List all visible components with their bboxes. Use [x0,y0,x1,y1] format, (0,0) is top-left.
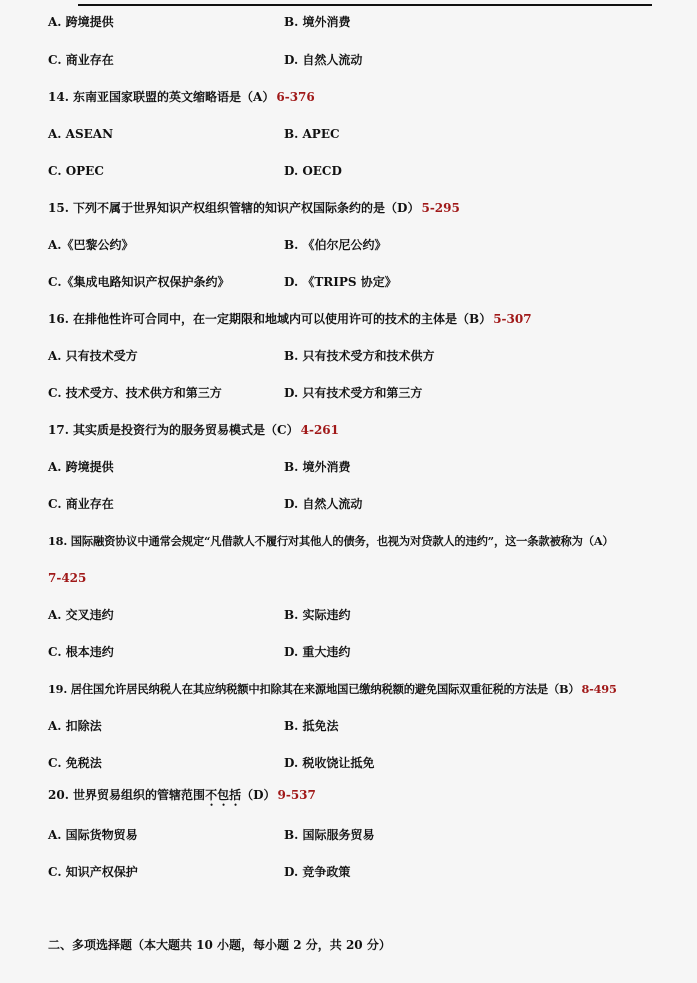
option-b: B. 《伯尔尼公约》 [284,238,387,252]
option-a: A. 国际货物贸易 [48,828,138,842]
page-reference: 8-495 [581,682,617,696]
option-d: D. 税收饶让抵免 [284,756,375,770]
option-row [48,273,677,291]
option-c: C. 根本违约 [48,645,114,659]
question-16 [48,310,677,328]
option-c: C. 商业存在 [48,53,114,67]
section-title: 二、多项选择题（本大题共 10 小题，每小题 2 分，共 20 分） [48,938,391,952]
question-15 [48,199,677,217]
option-a: A. 扣除法 [48,719,102,733]
option-row [48,51,677,69]
option-d: D. 自然人流动 [284,497,363,511]
question-answer: （D） [241,788,276,802]
question-20 [48,786,677,804]
option-c: C. OPEC [48,164,104,178]
question-stem: 17. 其实质是投资行为的服务贸易模式是（C） [48,423,299,437]
question-18 [48,532,677,550]
header-rule [78,4,652,6]
option-row [48,606,677,624]
option-d: D. 只有技术受方和第三方 [284,386,423,400]
option-row [48,125,677,143]
emphasized-text: 不包括 [205,788,242,802]
option-a: A. 只有技术受方 [48,349,138,363]
option-row [48,643,677,661]
option-b: B. 境外消费 [284,460,351,474]
page-reference: 5-307 [493,312,532,326]
option-b: B. 境外消费 [284,15,351,29]
question-14 [48,88,677,106]
option-d: D. 《TRIPS 协定》 [284,275,397,289]
question-stem: 16. 在排他性许可合同中，在一定期限和地域内可以使用许可的技术的主体是（B） [48,312,492,326]
question-stem: 18. 国际融资协议中通常会规定“凡借款人不履行对其他人的债务，也视为对贷款人的违约”，这一条款被称为（A） [48,534,614,548]
option-row [48,458,677,476]
option-d: D. 自然人流动 [284,53,363,67]
option-b: B. 实际违约 [284,608,351,622]
option-c: C.《集成电路知识产权保护条约》 [48,275,230,289]
question-stem: 19. 居住国允许居民纳税人在其应纳税额中扣除其在来源地国已缴纳税额的避免国际双重征税的方法是（B） [48,682,580,696]
option-row [48,826,677,844]
option-b: B. 国际服务贸易 [284,828,375,842]
question-stem: 20. 世界贸易组织的管辖范围 [48,788,206,802]
option-a: A. 交叉违约 [48,608,114,622]
option-b: B. APEC [284,127,340,141]
option-d: D. 竞争政策 [284,865,351,879]
option-row [48,495,677,513]
page-reference: 5-295 [421,201,460,215]
option-row [48,384,677,402]
option-a: A. 跨境提供 [48,460,114,474]
option-row [48,236,677,254]
option-b: B. 抵免法 [284,719,339,733]
question-18-ref-line [48,569,677,587]
question-17 [48,421,677,439]
option-a: A.《巴黎公约》 [48,238,134,252]
section-heading [48,936,677,954]
option-row [48,347,677,365]
page-reference: 7-425 [48,571,87,585]
option-row [48,13,677,31]
option-row [48,863,677,881]
option-d: D. OECD [284,164,342,178]
option-row [48,754,677,772]
option-d: D. 重大违约 [284,645,351,659]
option-c: C. 免税法 [48,756,102,770]
option-c: C. 技术受方、技术供方和第三方 [48,386,222,400]
option-a: A. 跨境提供 [48,15,114,29]
question-stem: 15. 下列不属于世界知识产权组织管辖的知识产权国际条约的是（D） [48,201,420,215]
page-reference: 6-376 [276,90,315,104]
option-c: C. 知识产权保护 [48,865,138,879]
option-row [48,162,677,180]
question-19 [48,680,677,698]
page-reference: 4-261 [300,423,339,437]
option-a: A. ASEAN [48,127,114,141]
page-reference: 9-537 [277,788,316,802]
option-row [48,717,677,735]
option-c: C. 商业存在 [48,497,114,511]
option-b: B. 只有技术受方和技术供方 [284,349,435,363]
question-stem: 14. 东南亚国家联盟的英文缩略语是（A） [48,90,275,104]
